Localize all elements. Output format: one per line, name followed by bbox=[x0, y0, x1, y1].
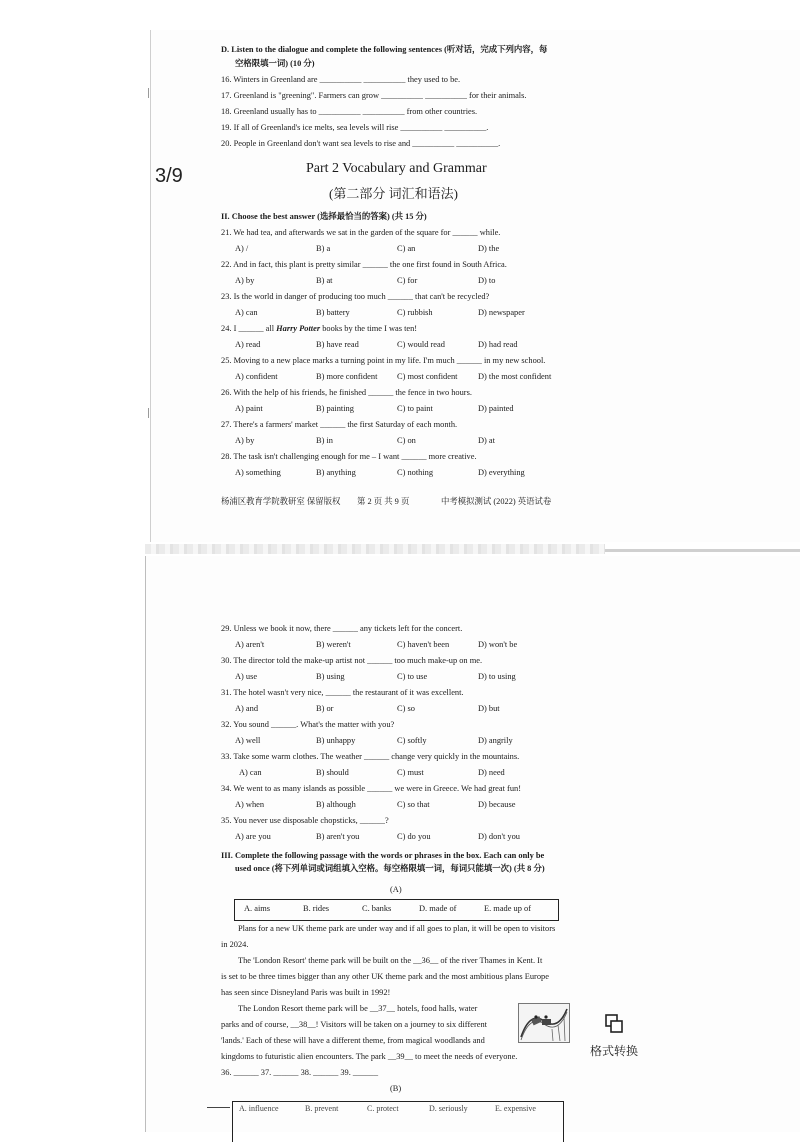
section-iii-heading: III. Complete the following passage with the words or phrases in the box. Each can only be bbox=[221, 851, 545, 860]
word-option: A. influence bbox=[239, 1104, 279, 1113]
roller-coaster-illustration bbox=[518, 1003, 570, 1043]
footer-exam-title: 中考模拟测试 (2022) 英语试卷 bbox=[441, 497, 552, 506]
question-stem: 32. You sound ______. What's the matter with you? bbox=[221, 720, 395, 729]
passage-b-label: (B) bbox=[390, 1084, 402, 1093]
passage-line: The London Resort theme park will be __37__ hotels, food halls, water bbox=[238, 1004, 478, 1013]
answer-option: D) because bbox=[478, 800, 516, 809]
question-stem: 26. With the help of his friends, he finished ______ the fence in two hours. bbox=[221, 388, 472, 397]
word-option: D. made of bbox=[419, 904, 457, 913]
section-d-heading: D. Listen to the dialogue and complete the following sentences (听对话，完成下列内容，每 bbox=[221, 45, 548, 54]
answer-option: A) can bbox=[235, 308, 258, 317]
answer-option: C) would read bbox=[397, 340, 445, 349]
answer-option: D) don't you bbox=[478, 832, 520, 841]
answer-option: A) read bbox=[235, 340, 261, 349]
answer-option: B) unhappy bbox=[316, 736, 356, 745]
answer-option: B) aren't you bbox=[316, 832, 360, 841]
section-ii-heading: II. Choose the best answer (选择最恰当的答案) (共 15 分) bbox=[221, 212, 427, 221]
word-option: C. protect bbox=[367, 1104, 399, 1113]
question-stem: 30. The director told the make-up artist not ______ too much make-up on me. bbox=[221, 656, 483, 665]
page-tear-divider-end bbox=[605, 549, 800, 552]
answer-option: C) do you bbox=[397, 832, 431, 841]
question-stem: 28. The task isn't challenging enough for me – I want ______ more creative. bbox=[221, 452, 477, 461]
answer-option: D) angrily bbox=[478, 736, 513, 745]
question-16: 16. Winters in Greenland are __________ __________ they used to be. bbox=[221, 75, 461, 84]
answer-option: B) more confident bbox=[316, 372, 378, 381]
answer-option: D) to bbox=[478, 276, 496, 285]
question-stem: 24. I ______ all Harry Potter books by the time I was ten! bbox=[221, 324, 418, 333]
question-20: 20. People in Greenland don't want sea levels to rise and __________ __________. bbox=[221, 139, 501, 148]
answer-option: A) something bbox=[235, 468, 281, 477]
word-option: B. rides bbox=[303, 904, 330, 913]
answer-option: A) aren't bbox=[235, 640, 265, 649]
word-option: E. expensive bbox=[495, 1104, 536, 1113]
answer-option: D) painted bbox=[478, 404, 514, 413]
footer-page-number: 第 2 页 共 9 页 bbox=[357, 497, 410, 506]
answer-option: C) for bbox=[397, 276, 418, 285]
cut-line bbox=[207, 1107, 230, 1108]
answer-option: A) use bbox=[235, 672, 258, 681]
answer-option: D) the most confident bbox=[478, 372, 552, 381]
answer-option: C) an bbox=[397, 244, 416, 253]
passage-line: Plans for a new UK theme park are under way and if all goes to plan, it will be open to visitors bbox=[238, 924, 556, 933]
passage-line: parks and of course, __38__! Visitors will be taken on a journey to six different bbox=[221, 1020, 487, 1029]
passage-line: The 'London Resort' theme park will be built on the __36__ of the river Thames in Kent. It bbox=[238, 956, 543, 965]
passage-a-label: (A) bbox=[390, 885, 402, 894]
answer-option: B) have read bbox=[316, 340, 359, 349]
footer-publisher: 杨浦区教育学院教研室 保留版权 bbox=[221, 497, 341, 506]
question-18: 18. Greenland usually has to __________ __________ from other countries. bbox=[221, 107, 478, 116]
answer-option: C) must bbox=[397, 768, 424, 777]
margin-mark bbox=[148, 88, 149, 98]
answer-option: A) when bbox=[235, 800, 265, 809]
section-d-heading-cont: 空格限填一词) (10 分) bbox=[235, 59, 315, 68]
answer-option: B) at bbox=[316, 276, 333, 285]
answer-option: D) need bbox=[478, 768, 505, 777]
answer-option: A) can bbox=[239, 768, 262, 777]
answer-option: C) nothing bbox=[397, 468, 434, 477]
answer-option: D) the bbox=[478, 244, 500, 253]
book-title: Harry Potter bbox=[276, 324, 321, 333]
question-stem: 31. The hotel wasn't very nice, ______ the restaurant of it was excellent. bbox=[221, 688, 464, 697]
answer-option: A) / bbox=[235, 244, 249, 253]
answer-option: C) softly bbox=[397, 736, 427, 745]
answer-option: D) but bbox=[478, 704, 500, 713]
passage-line: kingdoms to futuristic alien encounters. The park __39__ to meet the needs of everyone. bbox=[221, 1052, 518, 1061]
question-stem: 22. And in fact, this plant is pretty similar ______ the one first found in South Africa. bbox=[221, 260, 507, 269]
question-stem: 33. Take some warm clothes. The weather ______ change very quickly in the mountains. bbox=[221, 752, 520, 761]
answer-option: A) paint bbox=[235, 404, 263, 413]
answer-option: B) in bbox=[316, 436, 333, 445]
word-option: D. seriously bbox=[429, 1104, 468, 1113]
answer-option: C) so that bbox=[397, 800, 430, 809]
question-stem: 23. Is the world in danger of producing too much ______ that can't be recycled? bbox=[221, 292, 490, 301]
question-17: 17. Greenland is "greening". Farmers can grow __________ __________ for their animals. bbox=[221, 91, 527, 100]
question-stem: 27. There's a farmers' market ______ the first Saturday of each month. bbox=[221, 420, 458, 429]
word-option: A. aims bbox=[244, 904, 271, 913]
answer-option: B) anything bbox=[316, 468, 356, 477]
answer-option: A) are you bbox=[235, 832, 271, 841]
answer-option: A) by bbox=[235, 276, 255, 285]
format-convert-button[interactable] bbox=[586, 1013, 642, 1059]
answer-option: B) painting bbox=[316, 404, 354, 413]
answer-option: A) well bbox=[235, 736, 261, 745]
answer-option: B) although bbox=[316, 800, 356, 809]
answer-option: D) had read bbox=[478, 340, 518, 349]
answer-option: A) confident bbox=[235, 372, 278, 381]
passage-line: has seen since Disneyland Paris was built in 1992! bbox=[221, 988, 391, 997]
answer-option: D) to using bbox=[478, 672, 516, 681]
answer-option: C) to use bbox=[397, 672, 428, 681]
format-convert-label: 格式转换 bbox=[589, 1044, 638, 1058]
page-indicator: 3/9 bbox=[155, 165, 183, 187]
page-tear-divider bbox=[145, 544, 605, 554]
answer-option: C) to paint bbox=[397, 404, 433, 413]
answer-option: D) newspaper bbox=[478, 308, 525, 317]
answer-blanks: 36. ______ 37. ______ 38. ______ 39. ______ bbox=[221, 1068, 379, 1077]
passage-line: 'lands.' Each of these will have a different theme, from magical woodlands and bbox=[221, 1036, 485, 1045]
passage-line: is set to be three times bigger than any other UK theme park and the most ambitious plans Europe bbox=[221, 972, 549, 981]
answer-option: D) everything bbox=[478, 468, 525, 477]
question-stem: 21. We had tea, and afterwards we sat in the garden of the square for ______ while. bbox=[221, 228, 501, 237]
question-stem: 29. Unless we book it now, there ______ any tickets left for the concert. bbox=[221, 624, 463, 633]
word-box-b bbox=[232, 1101, 564, 1142]
question-19: 19. If all of Greenland's ice melts, sea levels will rise __________ __________. bbox=[221, 123, 489, 132]
answer-option: D) won't be bbox=[478, 640, 518, 649]
word-option: E. made up of bbox=[484, 904, 531, 913]
answer-option: B) using bbox=[316, 672, 345, 681]
answer-option: C) haven't been bbox=[397, 640, 450, 649]
answer-option: D) at bbox=[478, 436, 495, 445]
question-stem: 34. We went to as many islands as possible ______ we were in Greece. We had great fun! bbox=[221, 784, 521, 793]
format-convert-icon bbox=[602, 1013, 626, 1035]
passage-line: in 2024. bbox=[221, 940, 249, 949]
word-option: B. prevent bbox=[305, 1104, 339, 1113]
answer-option: A) by bbox=[235, 436, 255, 445]
part2-title-cn: (第二部分 词汇和语法) bbox=[329, 186, 458, 201]
answer-option: A) and bbox=[235, 704, 259, 713]
answer-option: C) most confident bbox=[397, 372, 458, 381]
section-iii-heading-cont: used once (将下列单词或词组填入空格。每空格限填一词，每词只能填一次) (共 8 分) bbox=[235, 864, 545, 873]
word-option: C. banks bbox=[362, 904, 392, 913]
margin-mark bbox=[148, 408, 149, 418]
answer-option: B) battery bbox=[316, 308, 350, 317]
part2-title: Part 2 Vocabulary and Grammar bbox=[306, 161, 487, 176]
question-stem: 25. Moving to a new place marks a turning point in my life. I'm much ______ in my new school. bbox=[221, 356, 546, 365]
answer-option: C) rubbish bbox=[397, 308, 433, 317]
answer-option: B) a bbox=[316, 244, 331, 253]
answer-option: B) should bbox=[316, 768, 349, 777]
answer-option: C) on bbox=[397, 436, 416, 445]
answer-option: C) so bbox=[397, 704, 415, 713]
answer-option: B) weren't bbox=[316, 640, 351, 649]
question-stem: 35. You never use disposable chopsticks, ______? bbox=[221, 816, 389, 825]
word-box-a bbox=[234, 899, 559, 921]
answer-option: B) or bbox=[316, 704, 334, 713]
